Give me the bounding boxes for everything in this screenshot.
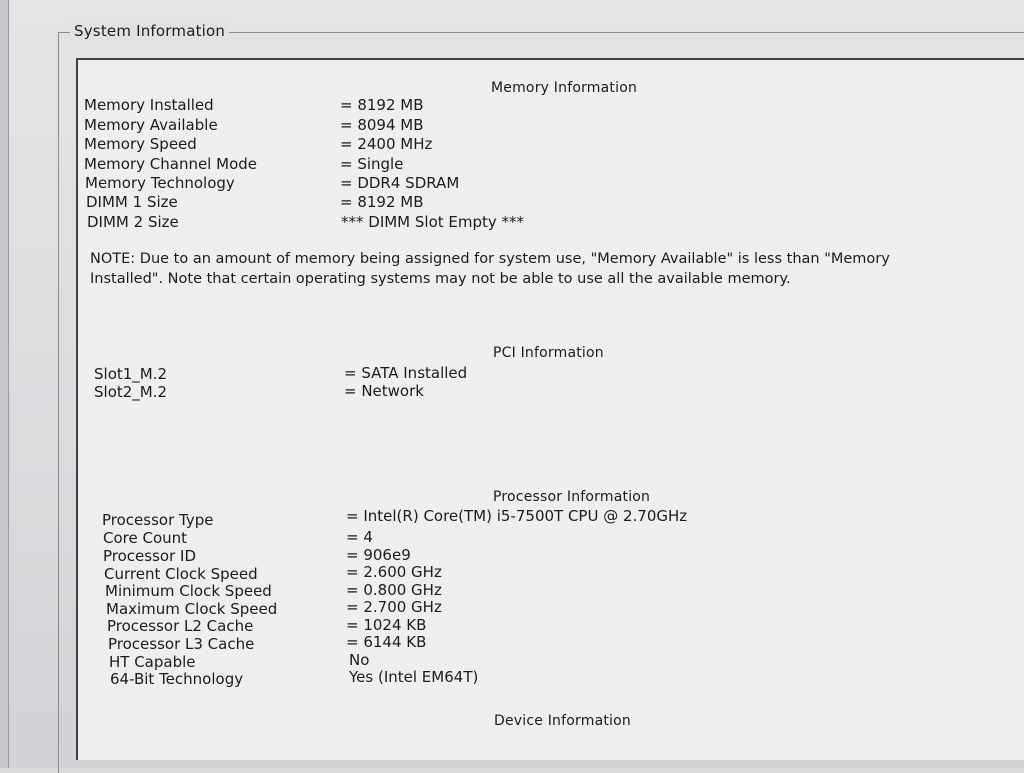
group-title: System Information [70, 22, 229, 40]
processor-row-label: Maximum Clock Speed [106, 600, 278, 618]
processor-row-label: 64-Bit Technology [110, 670, 244, 688]
processor-row-value: = 6144 KB [346, 633, 427, 651]
processor-row-value: = 2.600 GHz [346, 563, 442, 581]
processor-row-value: = 1024 KB [346, 616, 427, 634]
pci-row-value: = Network [344, 382, 424, 400]
processor-row-value: = 906e9 [346, 546, 411, 564]
processor-row-value: No [349, 651, 370, 669]
memory-row-label: DIMM 2 Size [87, 213, 179, 231]
processor-row-value: = Intel(R) Core(TM) i5-7500T CPU @ 2.70GHz [346, 507, 688, 525]
processor-row-label: Processor Type [102, 511, 214, 529]
memory-row-value: = 8094 MB [340, 116, 424, 134]
memory-section-title: Memory Information [491, 80, 638, 96]
memory-row-value: = 2400 MHz [340, 135, 433, 153]
memory-row-value: = 8192 MB [340, 96, 424, 114]
processor-row-label: Processor L3 Cache [108, 635, 255, 653]
processor-row-value: Yes (Intel EM64T) [349, 668, 479, 686]
screen-bezel [0, 0, 9, 768]
processor-row-label: Core Count [103, 529, 188, 547]
pci-row-value: = SATA Installed [344, 364, 468, 382]
processor-row-label: HT Capable [109, 653, 196, 671]
device-section-title: Device Information [494, 713, 631, 729]
processor-row-label: Minimum Clock Speed [105, 582, 272, 600]
processor-row-value: = 0.800 GHz [346, 581, 442, 599]
memory-row-label: Memory Available [84, 116, 218, 134]
pci-section-title: PCI Information [493, 345, 604, 361]
memory-row-value: = 8192 MB [340, 193, 424, 211]
memory-row-value: *** DIMM Slot Empty *** [341, 213, 525, 231]
processor-row-value: = 2.700 GHz [346, 598, 442, 616]
processor-section-title: Processor Information [493, 489, 651, 505]
memory-row-label: Memory Channel Mode [84, 155, 257, 173]
memory-note: NOTE: Due to an amount of memory being assigned for system use, "Memory Available" is less than "Memory Installed". Note that certain operating systems may not be able to use all the available memory. [90, 251, 890, 287]
memory-row-label: Memory Technology [85, 174, 235, 192]
memory-row-label: Memory Speed [84, 135, 197, 153]
processor-row-value: = 4 [346, 528, 373, 546]
memory-row-label: DIMM 1 Size [86, 193, 178, 211]
processor-row-label: Processor ID [103, 547, 196, 565]
pci-row-label: Slot1_M.2 [94, 365, 168, 383]
processor-row-label: Current Clock Speed [104, 565, 258, 583]
pci-row-label: Slot2_M.2 [94, 383, 168, 401]
processor-row-label: Processor L2 Cache [107, 617, 254, 635]
memory-row-value: = Single [340, 155, 404, 173]
memory-row-value: = DDR4 SDRAM [340, 174, 460, 192]
memory-row-label: Memory Installed [84, 96, 214, 114]
